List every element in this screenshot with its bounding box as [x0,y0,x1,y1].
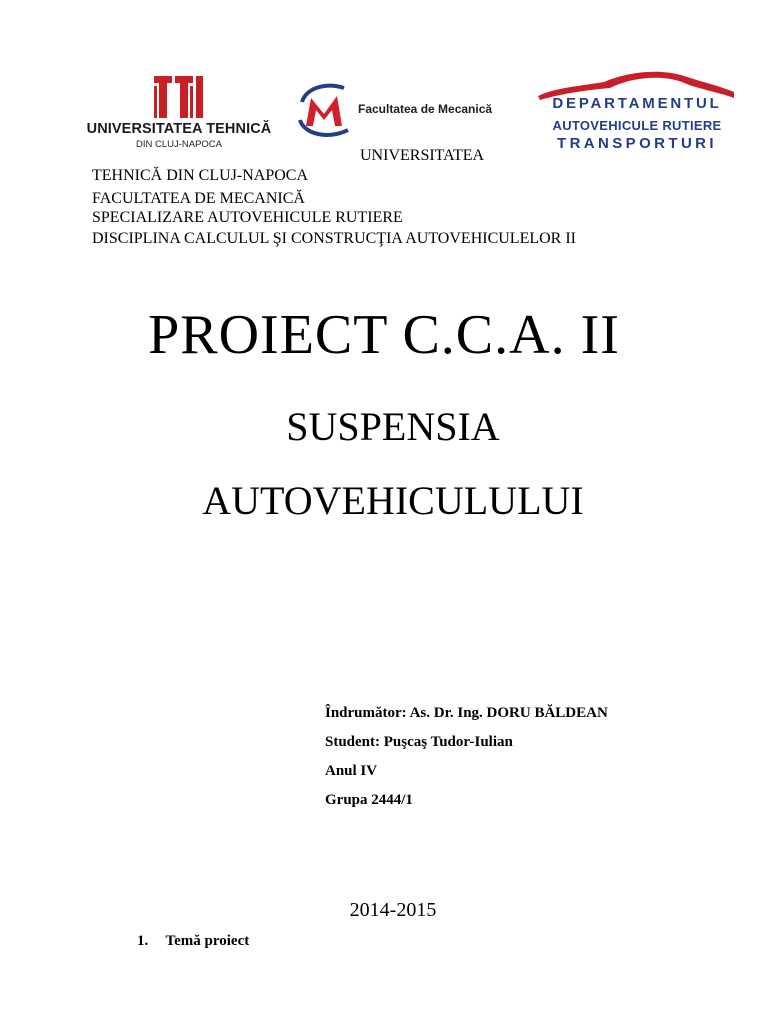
student-line: Student: Puşcaş Tudor-Iulian [325,734,513,750]
utcn-logo [74,72,284,152]
coordinator-line: Îndrumător: As. Dr. Ing. DORU BĂLDEAN [325,705,608,721]
group-line: Grupa 2444/1 [325,792,413,808]
project-title: PROIECT C.C.A. II [148,304,620,366]
departament-logo [534,68,740,158]
section-title: Temă proiect [165,933,250,949]
project-subtitle-line1: SUSPENSIA [286,404,500,449]
header-university-word: UNIVERSITATEA [360,147,485,164]
utcn-logo-name: UNIVERSITATEA TEHNICĂ [86,121,272,137]
departament-logo-line1: DEPARTAMENTUL [552,95,722,112]
utcn-emblem-icon [74,72,284,120]
mecanica-m-icon [294,80,356,142]
section-number: 1. [137,933,149,949]
header-line-specialization: SPECIALIZARE AUTOVEHICULE RUTIERE [92,209,403,226]
header-line-university: TEHNICĂ DIN CLUJ-NAPOCA [92,167,308,184]
header-line-discipline: DISCIPLINA CALCULUL ŞI CONSTRUCŢIA AUTOVEHICULELOR II [92,230,576,247]
academic-year: 2014-2015 [349,899,437,921]
section-heading [137,933,249,950]
year-line: Anul IV [325,763,378,779]
mecanica-logo [294,80,524,142]
utcn-logo-subtitle: DIN CLUJ-NAPOCA [135,139,223,150]
mecanica-logo-text: Facultatea de Mecanică [358,102,493,116]
departament-logo-line2: AUTOVEHICULE RUTIERE [552,118,722,133]
departament-logo-line3: TRANSPORTURI [557,135,717,152]
project-subtitle-line2: AUTOVEHICULULUI [202,478,584,523]
header-line-faculty: FACULTATEA DE MECANICĂ [92,190,305,207]
